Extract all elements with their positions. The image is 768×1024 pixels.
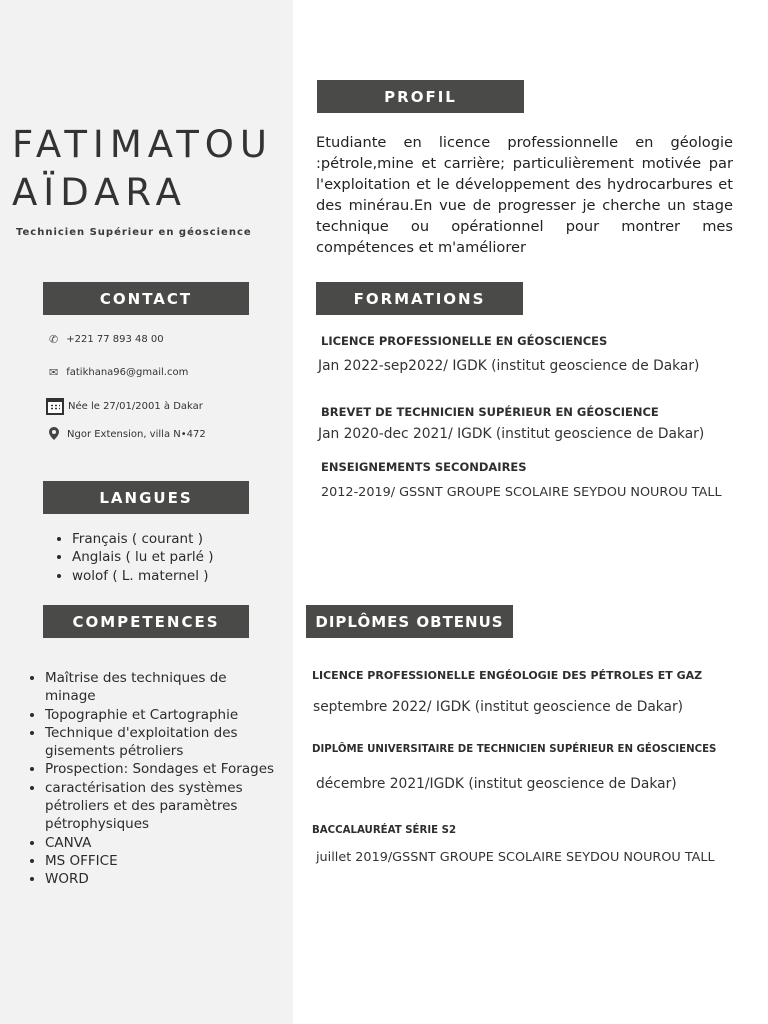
contact-birth bbox=[46, 398, 203, 415]
diploma-title: BACCALAURÉAT SÉRIE S2 bbox=[312, 825, 457, 836]
contact-email bbox=[49, 367, 188, 378]
list-item: • Maîtrise des techniques de minage bbox=[45, 669, 275, 706]
formation-title: BREVET DE TECHNICIEN SUPÉRIEUR EN GÉOSCIENCE bbox=[321, 405, 659, 419]
competences-list bbox=[45, 669, 275, 889]
email-text: fatikhana96@gmail.com bbox=[66, 367, 189, 378]
job-subtitle: Technicien Supérieur en géoscience bbox=[16, 227, 252, 238]
phone-icon: ✆ bbox=[49, 333, 59, 346]
list-item: • Français ( courant ) bbox=[72, 530, 282, 548]
diploma-detail: décembre 2021/IGDK (institut geoscience de Dakar) bbox=[316, 776, 677, 792]
list-item: • Anglais ( lu et parlé ) bbox=[72, 548, 282, 566]
formation-title: ENSEIGNEMENTS SECONDAIRES bbox=[321, 460, 527, 474]
name-first: FATIMATOU bbox=[12, 123, 274, 166]
calendar-icon bbox=[46, 398, 64, 415]
list-item: • CANVA bbox=[45, 834, 275, 852]
competences-header: COMPETENCES bbox=[43, 605, 249, 638]
langues-list bbox=[72, 530, 282, 585]
list-item: • MS OFFICE bbox=[45, 852, 275, 870]
formation-detail: 2012-2019/ GSSNT GROUPE SCOLAIRE SEYDOU NOUROU TALL bbox=[321, 485, 722, 500]
location-pin-icon bbox=[49, 427, 59, 442]
list-item: • Prospection: Sondages et Forages bbox=[45, 760, 275, 778]
profil-header: PROFIL bbox=[317, 80, 524, 113]
list-item: • Technique d'exploitation des gisements pétroliers bbox=[45, 724, 275, 761]
contact-address bbox=[49, 427, 206, 442]
diploma-title: LICENCE PROFESSIONELLE ENGÉOLOGIE DES PÉTROLES ET GAZ bbox=[312, 669, 703, 682]
formation-title: LICENCE PROFESSIONELLE EN GÉOSCIENCES bbox=[321, 334, 608, 348]
formation-detail: Jan 2020-dec 2021/ IGDK (institut geoscience de Dakar) bbox=[318, 426, 705, 442]
list-item: • Topographie et Cartographie bbox=[45, 706, 275, 724]
diplomes-header: DIPLÔMES OBTENUS bbox=[306, 605, 513, 638]
address-text: Ngor Extension, villa N•472 bbox=[67, 429, 206, 440]
phone-text: +221 77 893 48 00 bbox=[66, 334, 164, 345]
contact-header: CONTACT bbox=[43, 282, 249, 315]
name-last: AÏDARA bbox=[12, 171, 187, 214]
langues-header: LANGUES bbox=[43, 481, 249, 514]
diploma-detail: juillet 2019/GSSNT GROUPE SCOLAIRE SEYDOU NOUROU TALL bbox=[316, 850, 715, 865]
list-item: • caractérisation des systèmes pétroliers et des paramètres pétrophysiques bbox=[45, 779, 275, 834]
contact-phone bbox=[49, 334, 164, 345]
list-item: • WORD bbox=[45, 870, 275, 888]
envelope-icon: ✉ bbox=[49, 366, 59, 379]
list-item: • wolof ( L. maternel ) bbox=[72, 567, 282, 585]
diploma-title: DIPLÔME UNIVERSITAIRE DE TECHNICIEN SUPÉRIEUR EN GÉOSCIENCES bbox=[312, 744, 717, 755]
profile-text: Etudiante en licence professionnelle en géologie :pétrole,mine et carrière; particulièrement motivée par l'exploitation et le développement des hydrocarbures et des minérau.En vue de progresser je cherche un stage technique ou opérationnel pour montrer mes compétences et m'améliorer bbox=[316, 134, 733, 256]
diploma-detail: septembre 2022/ IGDK (institut geoscience de Dakar) bbox=[313, 699, 684, 715]
formations-header: FORMATIONS bbox=[316, 282, 523, 315]
formation-detail: Jan 2022-sep2022/ IGDK (institut geoscience de Dakar) bbox=[318, 358, 700, 374]
birth-text: Née le 27/01/2001 à Dakar bbox=[68, 401, 203, 412]
